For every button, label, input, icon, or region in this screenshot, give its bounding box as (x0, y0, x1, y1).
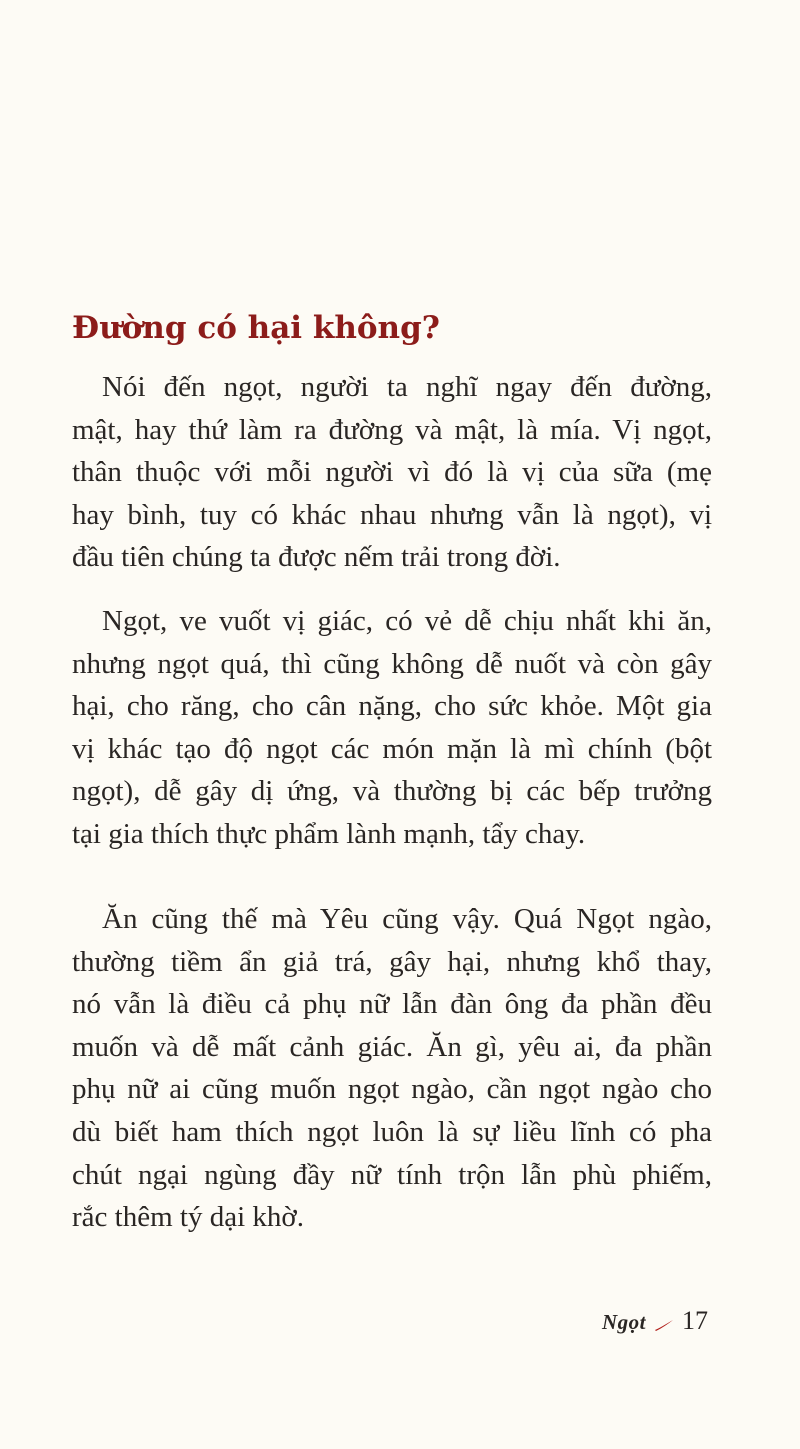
paragraph-line: tại gia thích thực phẩm lành mạnh, tẩy chay. (72, 817, 586, 850)
paragraph-line: hại, cho răng, cho cân nặng, cho sức khỏe. Một gia (72, 690, 712, 723)
paragraph-line: hay bình, tuy có khác nhau nhưng vẫn là ngọt), vị (72, 498, 712, 531)
paragraph-line: đầu tiên chúng ta được nếm trải trong đời. (72, 541, 561, 574)
paragraph-3 (72, 898, 712, 1239)
paragraph-line: phụ nữ ai cũng muốn ngọt ngào, cần ngọt ngào cho (72, 1073, 712, 1106)
paragraph-line: nó vẫn là điều cả phụ nữ lẫn đàn ông đa phần đều (72, 988, 712, 1021)
paragraph-line: nhưng ngọt quá, thì cũng không dễ nuốt và còn gây (72, 647, 712, 680)
paragraph-line: thân thuộc với mỗi người vì đó là vị của sữa (mẹ (72, 456, 712, 489)
paragraph-line: rắc thêm tý dại khờ. (72, 1201, 304, 1234)
paragraph-line: Ngọt, ve vuốt vị giác, có vẻ dễ chịu nhất khi ăn, (102, 605, 712, 637)
paragraph-line: dù biết ham thích ngọt luôn là sự liều lĩnh có pha (72, 1115, 712, 1148)
running-title: Ngọt (602, 1310, 646, 1334)
paragraph-line: chút ngại ngùng đầy nữ tính trộn lẫn phù phiếm, (72, 1158, 712, 1191)
paragraph-line: muốn và dễ mất cảnh giác. Ăn gì, yêu ai, đa phần (72, 1030, 712, 1063)
paragraph-line: vị khác tạo độ ngọt các món mặn là mì chính (bột (72, 732, 712, 765)
page-footer (602, 1306, 708, 1336)
paragraph-line: Ăn cũng thế mà Yêu cũng vậy. Quá Ngọt ngào, (102, 903, 712, 935)
page-number: 17 (682, 1306, 708, 1335)
paragraph-line: thường tiềm ẩn giả trá, gây hại, nhưng khổ thay, (72, 945, 712, 978)
section-heading: Đường có hại không? (72, 310, 440, 346)
paragraph-line: Nói đến ngọt, người ta nghĩ ngay đến đường, (102, 371, 712, 403)
paragraph-line: ngọt), dễ gây dị ứng, và thường bị các bếp trưởng (72, 775, 712, 808)
brush-stroke-icon (654, 1318, 674, 1330)
paragraph-1 (72, 366, 712, 579)
paragraph-2 (72, 600, 712, 856)
paragraph-line: mật, hay thứ làm ra đường và mật, là mía. Vị ngọt, (72, 413, 712, 446)
